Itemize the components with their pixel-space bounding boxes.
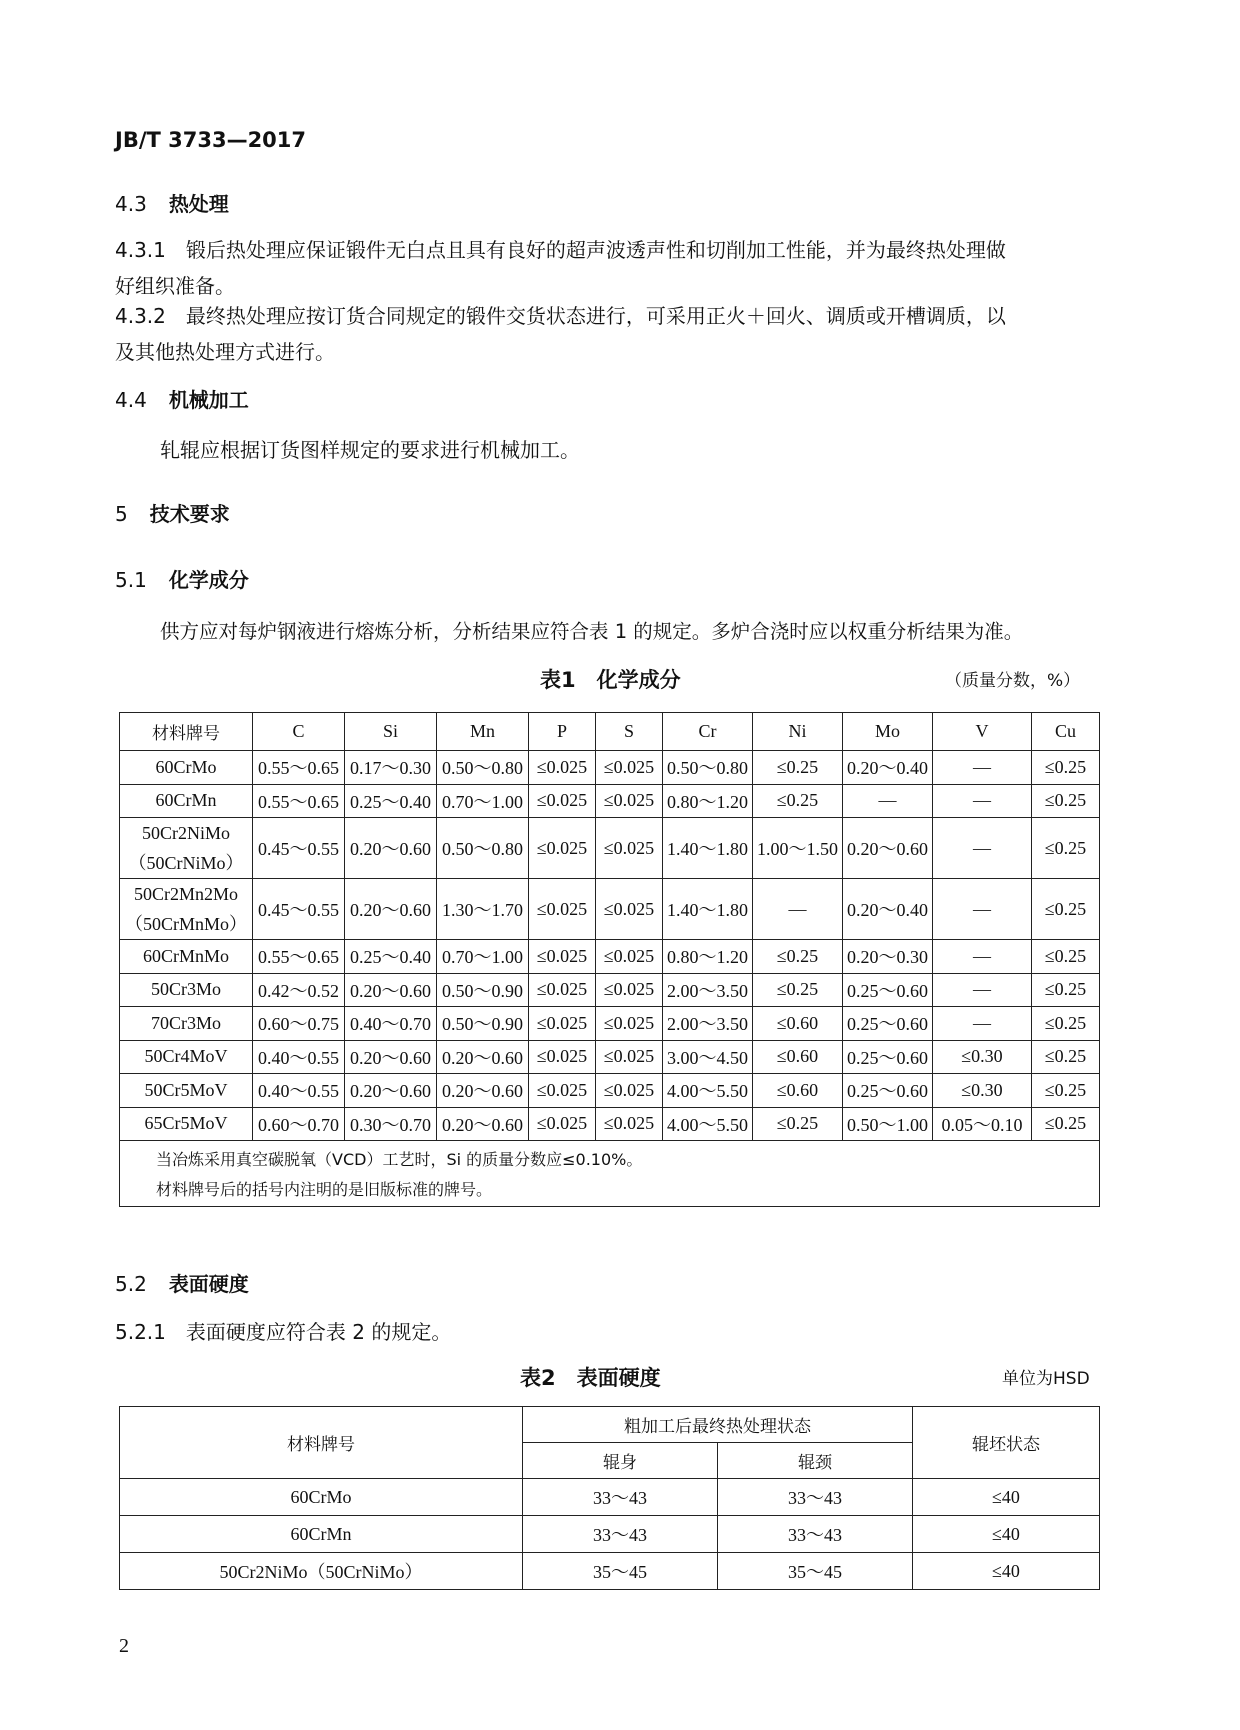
table-cell: 0.70～1.00 — [437, 784, 529, 818]
section-4-4-heading — [115, 382, 249, 418]
column-header: S — [596, 713, 663, 751]
surface-hardness-table — [119, 1406, 1100, 1590]
table-cell: 0.20～0.60 — [437, 1074, 529, 1108]
table-cell: ≤0.25 — [1032, 751, 1100, 785]
table-cell: 0.20～0.60 — [345, 1040, 437, 1074]
table-cell: 0.20～0.60 — [843, 818, 933, 879]
table-cell: ≤0.025 — [529, 973, 596, 1007]
column-header: C — [253, 713, 345, 751]
table-cell: 0.17～0.30 — [345, 751, 437, 785]
table-cell: 0.50～0.80 — [437, 818, 529, 879]
section-number: 4.4 — [115, 388, 147, 412]
table-row — [120, 1107, 1100, 1141]
table-cell: ≤0.25 — [1032, 1007, 1100, 1041]
table-cell: 0.60～0.75 — [253, 1007, 345, 1041]
table-cell: 1.40～1.80 — [663, 879, 753, 940]
table-cell: ≤0.25 — [753, 1107, 843, 1141]
clause-text-cont: 及其他热处理方式进行。 — [115, 340, 335, 364]
table-cell: ≤0.025 — [596, 973, 663, 1007]
table-cell: — — [843, 784, 933, 818]
material-grade: 50Cr2NiMo — [141, 823, 230, 843]
material-grade: 60CrMo — [120, 1479, 523, 1516]
table-row — [120, 751, 1100, 785]
table-cell: 0.20～0.60 — [345, 818, 437, 879]
table-cell: ≤0.25 — [1032, 784, 1100, 818]
table-cell: ≤0.25 — [753, 940, 843, 974]
table-cell: ≤0.025 — [529, 1107, 596, 1141]
table-cell: 0.20～0.60 — [437, 1107, 529, 1141]
table-cell: 0.50～1.00 — [843, 1107, 933, 1141]
table-cell: 0.25～0.60 — [843, 1007, 933, 1041]
table-cell: ≤0.025 — [596, 818, 663, 879]
section-title: 热处理 — [168, 192, 229, 216]
table-cell: ≤0.25 — [1032, 818, 1100, 879]
clause-text-cont: 好组织准备。 — [115, 274, 235, 298]
table-row — [120, 1040, 1100, 1074]
table-cell: — — [933, 818, 1032, 879]
table-cell: 0.40～0.55 — [253, 1040, 345, 1074]
table-cell: ≤0.025 — [596, 1007, 663, 1041]
table-cell: 0.20～0.40 — [843, 879, 933, 940]
table-cell: 0.20～0.60 — [437, 1040, 529, 1074]
table-cell: ≤0.025 — [529, 784, 596, 818]
table-cell: ≤0.25 — [1032, 973, 1100, 1007]
section-5-heading — [115, 496, 230, 532]
column-header-group: 粗加工后最终热处理状态 — [523, 1407, 913, 1443]
table-cell: 0.50～0.90 — [437, 973, 529, 1007]
table-cell: — — [933, 751, 1032, 785]
table-cell: 2.00～3.50 — [663, 973, 753, 1007]
table-cell: 0.70～1.00 — [437, 940, 529, 974]
paragraph-4-3-1 — [115, 232, 1115, 304]
table-cell: 35～45 — [718, 1553, 913, 1590]
table-row — [120, 973, 1100, 1007]
table-cell: 0.50～0.90 — [437, 1007, 529, 1041]
section-title: 化学成分 — [168, 568, 249, 592]
table-cell: 0.05～0.10 — [933, 1107, 1032, 1141]
table2-unit: 单位为HSD — [1002, 1369, 1090, 1389]
table-cell: ≤0.025 — [529, 879, 596, 940]
table-cell: 0.25～0.40 — [345, 784, 437, 818]
table-cell: 0.25～0.60 — [843, 973, 933, 1007]
material-grade-cell: 60CrMnMo — [120, 940, 253, 974]
table-cell: 0.60～0.70 — [253, 1107, 345, 1141]
paragraph-4-4: 轧辊应根据订货图样规定的要求进行机械加工。 — [160, 438, 580, 462]
table-cell: ≤0.60 — [753, 1074, 843, 1108]
table-cell: ≤0.025 — [596, 879, 663, 940]
table-cell: 35～45 — [523, 1553, 718, 1590]
table1-title: 表1 化学成分 — [540, 668, 681, 692]
material-grade-cell: 50Cr4MoV — [120, 1040, 253, 1074]
table-cell: ≤40 — [913, 1553, 1100, 1590]
column-header: Si — [345, 713, 437, 751]
table-cell: ≤0.025 — [529, 1074, 596, 1108]
paragraph-5-1: 供方应对每炉钢液进行熔炼分析，分析结果应符合表 1 的规定。多炉合浇时应以权重分析结果为准。 — [160, 620, 1024, 643]
material-grade-cell — [120, 879, 253, 940]
paragraph-5-2-1 — [115, 1314, 451, 1350]
section-4-3-heading — [115, 186, 229, 222]
table-note: 材料牌号后的括号内注明的是旧版标准的牌号。 — [156, 1180, 493, 1199]
table-cell: 1.40～1.80 — [663, 818, 753, 879]
table-row — [120, 940, 1100, 974]
column-header: V — [933, 713, 1032, 751]
table-cell: ≤0.025 — [529, 1040, 596, 1074]
table-row — [120, 1516, 1100, 1553]
table-cell: ≤0.025 — [596, 751, 663, 785]
table2-title: 表2 表面硬度 — [520, 1366, 661, 1390]
table-cell: 0.40～0.70 — [345, 1007, 437, 1041]
table-cell: — — [753, 879, 843, 940]
table-cell: ≤0.25 — [1032, 1107, 1100, 1141]
column-header: Mo — [843, 713, 933, 751]
page-number: 2 — [119, 1635, 129, 1657]
table-cell: — — [933, 879, 1032, 940]
material-grade: 50Cr2Mn2Mo — [133, 884, 238, 904]
clause-text: 最终热处理应按订货合同规定的锻件交货状态进行，可采用正火＋回火、调质或开槽调质，以 — [185, 304, 1006, 328]
table-cell: 0.20～0.60 — [345, 1074, 437, 1108]
table-cell: ≤0.25 — [1032, 1074, 1100, 1108]
table-cell: 33～43 — [718, 1516, 913, 1553]
document-code: JB/T 3733—2017 — [115, 128, 307, 152]
table-row — [120, 818, 1100, 879]
section-title: 表面硬度 — [168, 1272, 249, 1296]
clause-text: 锻后热处理应保证锻件无白点且具有良好的超声波透声性和切削加工性能，并为最终热处理做 — [185, 238, 1006, 262]
table-cell: 0.50～0.80 — [663, 751, 753, 785]
clause-number: 4.3.2 — [115, 304, 166, 328]
table-cell: 0.80～1.20 — [663, 784, 753, 818]
table-cell: ≤0.025 — [596, 1107, 663, 1141]
table-cell: — — [933, 784, 1032, 818]
table-cell: ≤0.25 — [753, 973, 843, 1007]
column-header: Ni — [753, 713, 843, 751]
table-cell: ≤0.025 — [596, 1074, 663, 1108]
section-title: 技术要求 — [149, 502, 230, 526]
table-cell: ≤0.25 — [1032, 1040, 1100, 1074]
table-cell: 3.00～4.50 — [663, 1040, 753, 1074]
table-cell: 0.25～0.60 — [843, 1074, 933, 1108]
table-notes-row — [120, 1141, 1100, 1207]
clause-text: 表面硬度应符合表 2 的规定。 — [185, 1320, 452, 1344]
column-header: 材料牌号 — [120, 713, 253, 751]
table-cell: 4.00～5.50 — [663, 1074, 753, 1108]
table-cell: 33～43 — [718, 1479, 913, 1516]
table-cell: ≤0.025 — [596, 784, 663, 818]
column-header-blank: 辊坯状态 — [913, 1407, 1100, 1479]
material-grade: 60CrMn — [120, 1516, 523, 1553]
table-cell: ≤0.025 — [529, 751, 596, 785]
table-cell: 0.55～0.65 — [253, 940, 345, 974]
table-cell: ≤0.25 — [753, 751, 843, 785]
table-cell: 0.40～0.55 — [253, 1074, 345, 1108]
table-row — [120, 1074, 1100, 1108]
material-grade-cell: 70Cr3Mo — [120, 1007, 253, 1041]
table1-unit: （质量分数，%） — [945, 671, 1081, 691]
column-header: P — [529, 713, 596, 751]
section-number: 4.3 — [115, 192, 147, 216]
table-row — [120, 1553, 1100, 1590]
clause-number: 5.2.1 — [115, 1320, 166, 1344]
clause-number: 4.3.1 — [115, 238, 166, 262]
table-cell: — — [933, 973, 1032, 1007]
table-cell: ≤0.025 — [529, 818, 596, 879]
table-cell: 2.00～3.50 — [663, 1007, 753, 1041]
table-row — [120, 1007, 1100, 1041]
table-row — [120, 879, 1100, 940]
table-cell: ≤0.25 — [1032, 879, 1100, 940]
table-cell: 33～43 — [523, 1479, 718, 1516]
table-notes — [120, 1141, 1100, 1207]
chemical-composition-table — [119, 712, 1100, 1207]
material-grade-cell: 60CrMn — [120, 784, 253, 818]
table-cell: 0.42～0.52 — [253, 973, 345, 1007]
table-cell: ≤0.25 — [753, 784, 843, 818]
column-header: Cu — [1032, 713, 1100, 751]
table-cell: 0.45～0.55 — [253, 818, 345, 879]
column-header: Cr — [663, 713, 753, 751]
section-5-1-heading — [115, 562, 249, 598]
table-cell: 4.00～5.50 — [663, 1107, 753, 1141]
table-cell: ≤40 — [913, 1516, 1100, 1553]
section-number: 5 — [115, 502, 128, 526]
table-cell: 0.55～0.65 — [253, 751, 345, 785]
table-cell: ≤0.025 — [529, 940, 596, 974]
table-cell: ≤0.30 — [933, 1074, 1032, 1108]
section-number: 5.2 — [115, 1272, 147, 1296]
table-cell: 0.20～0.30 — [843, 940, 933, 974]
table-cell: ≤0.025 — [596, 940, 663, 974]
table-cell: 0.30～0.70 — [345, 1107, 437, 1141]
table-header-row — [120, 1407, 1100, 1443]
table-note: 当冶炼采用真空碳脱氧（VCD）工艺时，Si 的质量分数应≤0.10%。 — [156, 1150, 643, 1169]
table-cell: 0.50～0.80 — [437, 751, 529, 785]
material-grade-cell: 65Cr5MoV — [120, 1107, 253, 1141]
section-number: 5.1 — [115, 568, 147, 592]
table-cell: — — [933, 1007, 1032, 1041]
table-cell: ≤0.025 — [529, 1007, 596, 1041]
section-title: 机械加工 — [168, 388, 249, 412]
table-cell: 0.80～1.20 — [663, 940, 753, 974]
material-grade-old: （50CrNiMo） — [128, 853, 244, 873]
table-cell: 0.20～0.60 — [345, 973, 437, 1007]
material-grade-cell: 60CrMo — [120, 751, 253, 785]
table-cell: 0.20～0.40 — [843, 751, 933, 785]
table-cell: 0.45～0.55 — [253, 879, 345, 940]
table-cell: ≤0.25 — [1032, 940, 1100, 974]
table-cell: ≤0.30 — [933, 1040, 1032, 1074]
table-row — [120, 1479, 1100, 1516]
material-grade-cell: 50Cr5MoV — [120, 1074, 253, 1108]
table-cell: 1.30～1.70 — [437, 879, 529, 940]
column-header-neck: 辊颈 — [718, 1443, 913, 1479]
section-5-2-heading — [115, 1266, 249, 1302]
table-cell: ≤40 — [913, 1479, 1100, 1516]
table-cell: 0.55～0.65 — [253, 784, 345, 818]
material-grade-cell: 50Cr3Mo — [120, 973, 253, 1007]
column-header-material: 材料牌号 — [120, 1407, 523, 1479]
material-grade: 50Cr2NiMo（50CrNiMo） — [120, 1553, 523, 1590]
table-cell: 1.00～1.50 — [753, 818, 843, 879]
table-cell: 0.25～0.40 — [345, 940, 437, 974]
table-row — [120, 784, 1100, 818]
table-cell: 33～43 — [523, 1516, 718, 1553]
material-grade-cell — [120, 818, 253, 879]
table-cell: ≤0.025 — [596, 1040, 663, 1074]
table-header-row — [120, 713, 1100, 751]
column-header-body: 辊身 — [523, 1443, 718, 1479]
table-cell: ≤0.60 — [753, 1007, 843, 1041]
table-cell: 0.20～0.60 — [345, 879, 437, 940]
table-cell: 0.25～0.60 — [843, 1040, 933, 1074]
material-grade-old: （50CrMnMo） — [124, 914, 247, 934]
table-cell: ≤0.60 — [753, 1040, 843, 1074]
paragraph-4-3-2 — [115, 298, 1115, 370]
table-cell: — — [933, 940, 1032, 974]
column-header: Mn — [437, 713, 529, 751]
